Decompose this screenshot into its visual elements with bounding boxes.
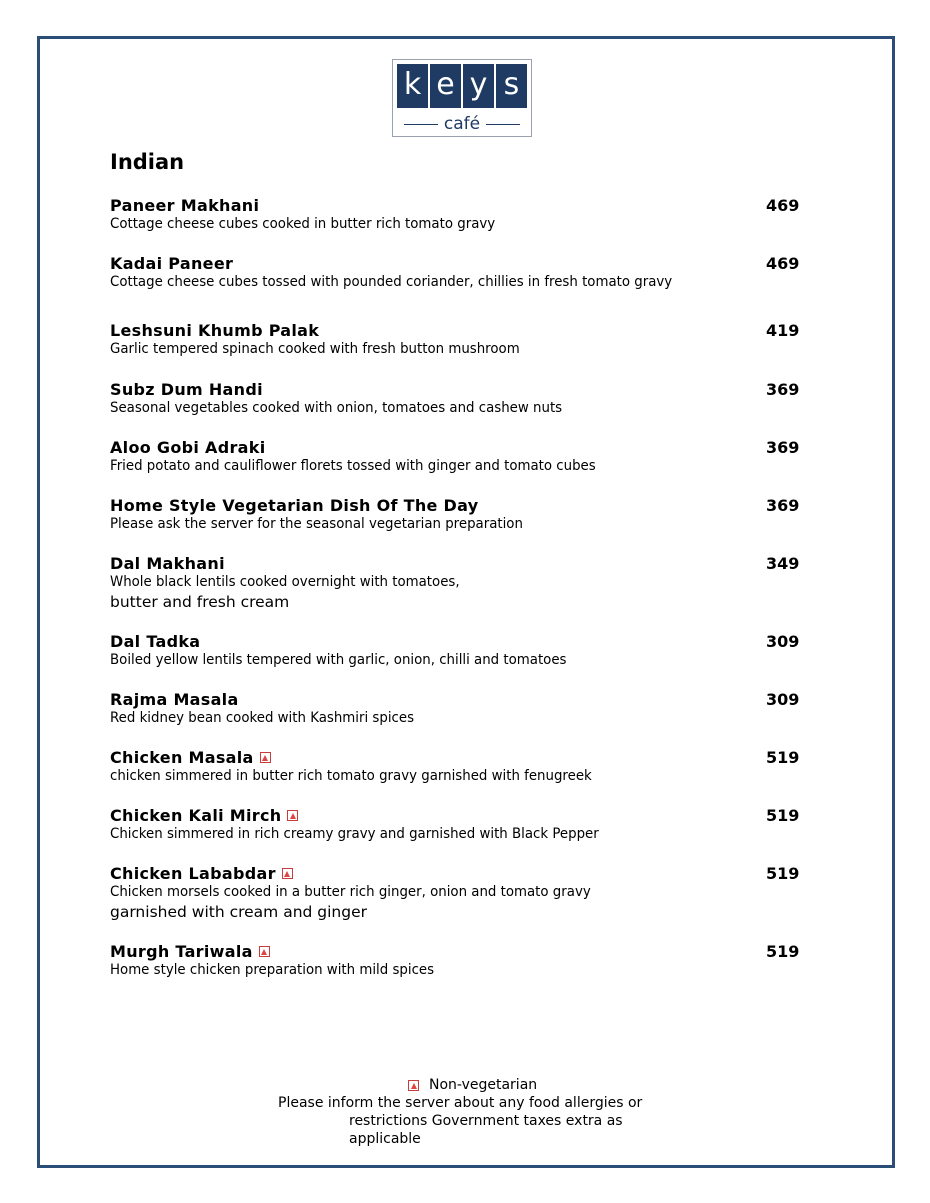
item-price: 519: [766, 942, 800, 961]
footnote-line: applicable: [349, 1131, 421, 1147]
menu-item: [110, 254, 800, 292]
item-name: Subz Dum Handi: [110, 380, 263, 399]
non-veg-icon: [282, 868, 293, 879]
item-description: Chicken simmered in rich creamy gravy and garnished with Black Pepper: [110, 826, 599, 842]
item-name: Dal Makhani: [110, 554, 225, 573]
menu-item: [110, 748, 800, 786]
item-description: Red kidney bean cooked with Kashmiri spices: [110, 710, 415, 726]
menu-item: [110, 690, 800, 728]
menu-item: [110, 554, 800, 612]
logo-letters: [397, 64, 527, 108]
non-veg-icon: [287, 810, 298, 821]
item-name: Aloo Gobi Adraki: [110, 438, 266, 457]
item-price: 309: [766, 690, 800, 709]
item-name: Dal Tadka: [110, 632, 201, 651]
keys-cafe-logo: [392, 59, 532, 137]
item-price: 469: [766, 254, 800, 273]
item-price: 419: [766, 321, 800, 340]
item-price: 309: [766, 632, 800, 651]
non-veg-icon: [259, 946, 270, 957]
item-price: 369: [766, 438, 800, 457]
item-description-continued: garnished with cream and ginger: [110, 903, 367, 921]
logo-subtitle: café: [443, 114, 481, 134]
item-description: Whole black lentils cooked overnight with tomatoes,: [110, 574, 460, 590]
logo-subtitle-row: [397, 115, 527, 133]
menu-item: [110, 496, 800, 534]
item-description: Please ask the server for the seasonal vegetarian preparation: [110, 516, 523, 532]
item-name: Kadai Paneer: [110, 254, 234, 273]
item-name: Chicken Masala: [110, 748, 271, 767]
menu-item: [110, 806, 800, 844]
item-description: Seasonal vegetables cooked with onion, tomatoes and cashew nuts: [110, 400, 563, 416]
item-description: Fried potato and cauliflower florets tossed with ginger and tomato cubes: [110, 458, 596, 474]
legend: [408, 1077, 537, 1093]
footnote-line: restrictions Government taxes extra as: [349, 1113, 623, 1129]
item-description: Chicken morsels cooked in a butter rich ginger, onion and tomato gravy: [110, 884, 591, 900]
divider: [404, 124, 438, 125]
item-description: Home style chicken preparation with mild spices: [110, 962, 435, 978]
item-price: 519: [766, 864, 800, 883]
item-name: Paneer Makhani: [110, 196, 260, 215]
footnote-line: Please inform the server about any food allergies or: [278, 1095, 643, 1111]
item-price: 519: [766, 806, 800, 825]
item-description: Cottage cheese cubes tossed with pounded coriander, chillies in fresh tomato gravy: [110, 274, 673, 290]
divider: [486, 124, 520, 125]
logo-letter: e: [430, 64, 461, 108]
item-description: Garlic tempered spinach cooked with fresh button mushroom: [110, 341, 520, 357]
logo-letter: y: [463, 64, 494, 108]
item-name: Chicken Lababdar: [110, 864, 293, 883]
menu-item: [110, 864, 800, 922]
item-name: Chicken Kali Mirch: [110, 806, 298, 825]
non-veg-icon: [408, 1080, 419, 1091]
item-description: chicken simmered in butter rich tomato gravy garnished with fenugreek: [110, 768, 592, 784]
logo-letter: k: [397, 64, 428, 108]
item-price: 369: [766, 496, 800, 515]
menu-item: [110, 380, 800, 418]
item-price: 469: [766, 196, 800, 215]
item-name: Home Style Vegetarian Dish Of The Day: [110, 496, 479, 515]
item-description: Cottage cheese cubes cooked in butter rich tomato gravy: [110, 216, 496, 232]
section-title: Indian: [110, 150, 185, 174]
menu-item: [110, 321, 800, 359]
menu-item: [110, 942, 800, 980]
menu-item: [110, 632, 800, 670]
legend-label: Non-vegetarian: [429, 1077, 538, 1093]
item-price: 349: [766, 554, 800, 573]
item-price: 369: [766, 380, 800, 399]
item-name: Rajma Masala: [110, 690, 239, 709]
item-name: Murgh Tariwala: [110, 942, 270, 961]
item-price: 519: [766, 748, 800, 767]
menu-item: [110, 196, 800, 234]
menu-item: [110, 438, 800, 476]
item-name: Leshsuni Khumb Palak: [110, 321, 320, 340]
item-description: Boiled yellow lentils tempered with garlic, onion, chilli and tomatoes: [110, 652, 567, 668]
logo-letter: s: [496, 64, 527, 108]
item-description-continued: butter and fresh cream: [110, 593, 290, 611]
non-veg-icon: [260, 752, 271, 763]
